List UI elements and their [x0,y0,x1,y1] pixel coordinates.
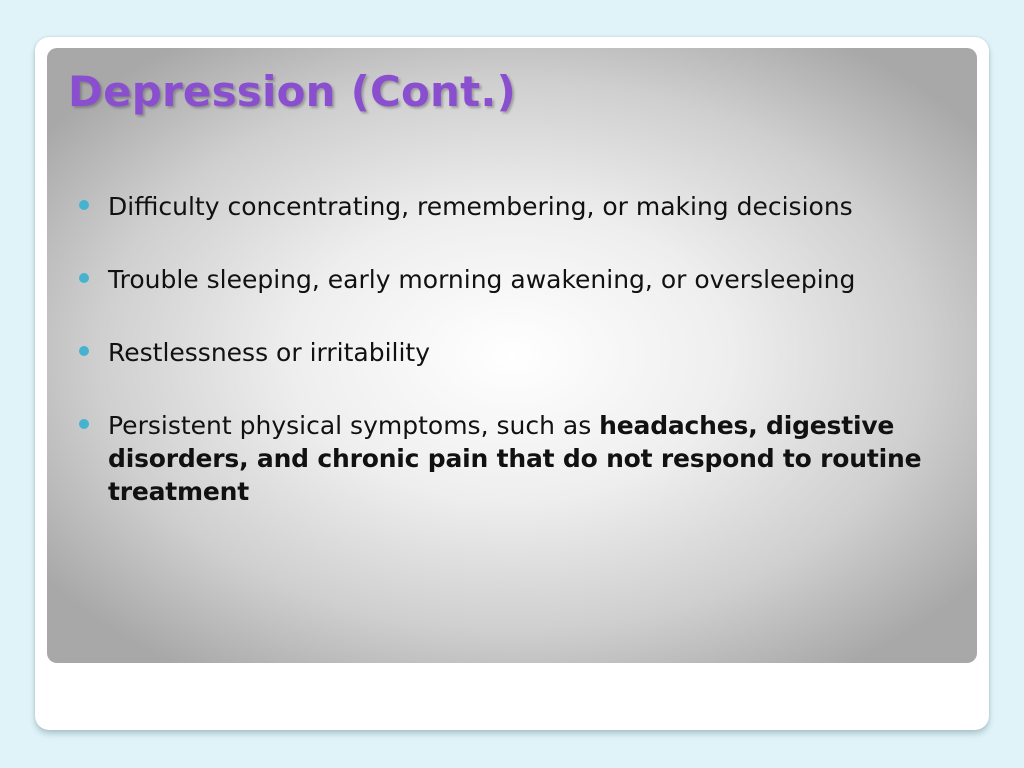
bullet-item [79,409,949,508]
bullet-dot-icon [79,419,89,429]
bullet-dot-icon [79,273,89,283]
bullet-text: Restlessness or irritability [108,338,431,367]
bullet-dot-icon [79,200,89,210]
bullet-item [79,336,949,369]
bullet-list [79,190,949,548]
bullet-dot-icon [79,346,89,356]
slide-title: Depression (Cont.) [68,67,516,116]
bullet-text: Persistent physical symptoms, such as [108,411,600,440]
bullet-item [79,190,949,223]
bullet-text: Difficulty concentrating, remembering, or making decisions [108,192,853,221]
bullet-bold-text: headaches, digestive disorders, and chronic pain that do not respond to routine treatment [108,411,922,506]
bullet-item [79,263,949,296]
bullet-text: Trouble sleeping, early morning awakening, or oversleeping [108,265,856,294]
